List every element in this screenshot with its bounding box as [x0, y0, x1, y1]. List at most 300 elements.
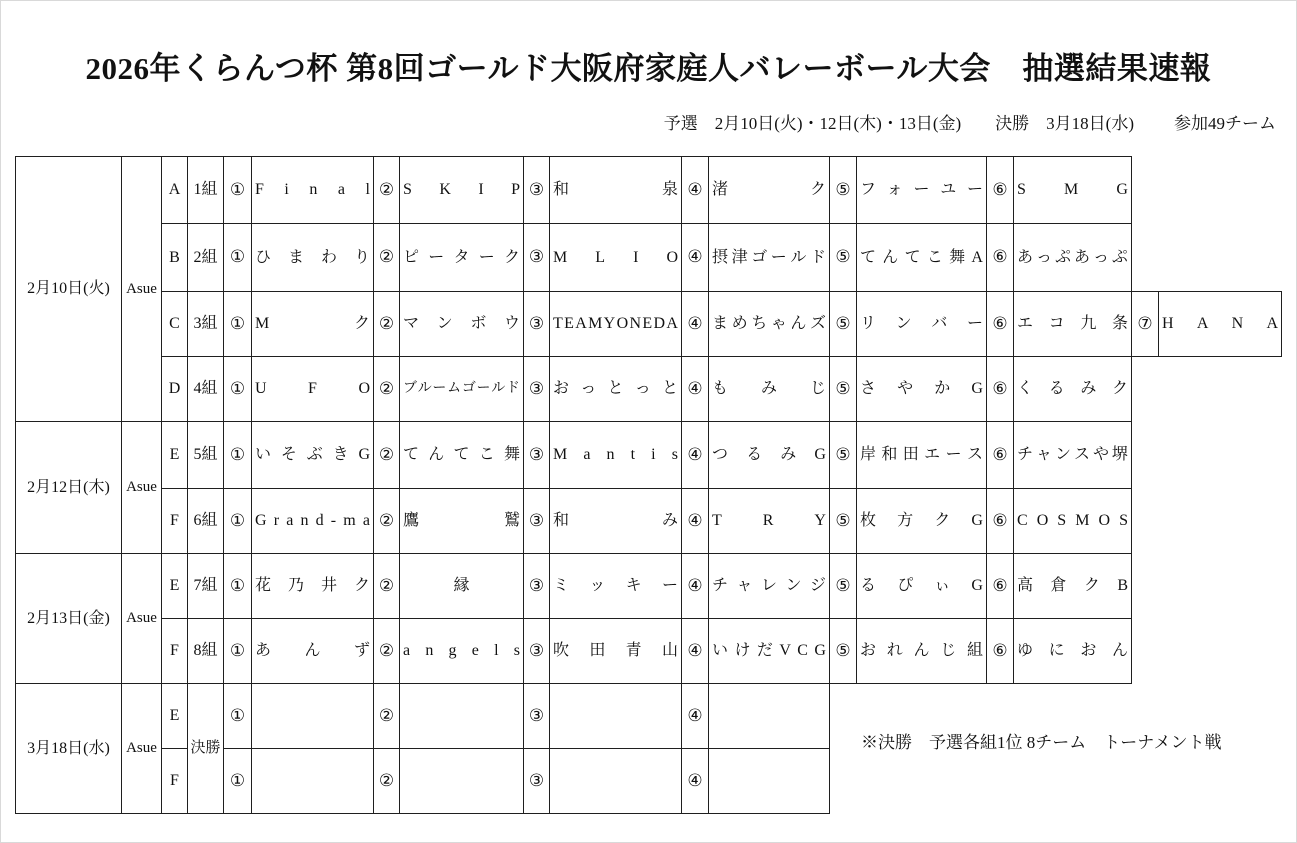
seed-number-cell: ② — [373, 156, 400, 224]
team-name-char: ピ — [403, 248, 420, 266]
finals-empty-cell — [251, 683, 374, 749]
team-name-char: G — [358, 446, 370, 463]
team-name-char: ド — [505, 381, 520, 396]
team-name-char: 九 — [1080, 315, 1097, 332]
team-name-cell — [1013, 553, 1132, 619]
group-letter-cell: F — [161, 748, 188, 814]
team-name-char: K — [439, 181, 451, 198]
team-name-char: あ — [255, 642, 272, 659]
seed-number-cell: ③ — [523, 421, 550, 489]
group-number-cell: 3組 — [187, 291, 224, 357]
seed-number-cell: ④ — [681, 553, 709, 619]
team-name-char: だ — [756, 642, 773, 659]
team-name-char: ク — [353, 315, 370, 332]
team-name-char: ク — [1111, 380, 1128, 397]
team-name-char: ル — [790, 248, 807, 266]
team-name-char: 田 — [589, 642, 606, 659]
team-name-char: チ — [1017, 446, 1034, 463]
team-name-char: 堺 — [1111, 446, 1128, 463]
team-name-char: コ — [1048, 315, 1065, 332]
team-name-char: n — [300, 512, 309, 529]
seed-number-cell: ③ — [523, 356, 550, 422]
group-letter-cell: D — [161, 356, 188, 422]
team-name-char: 岸 — [860, 446, 877, 463]
team-name-char: ま — [712, 315, 729, 332]
team-name-char: B — [1117, 577, 1128, 594]
seed-number-cell: ⑥ — [986, 156, 1014, 224]
seed-number-cell: ① — [223, 748, 252, 814]
team-name-char: 青 — [625, 642, 642, 659]
team-name-char: A — [971, 248, 983, 266]
group-number-cell: 1組 — [187, 156, 224, 224]
finals-empty-cell — [708, 748, 830, 814]
team-name-char: と — [661, 380, 678, 397]
team-name-cell — [708, 618, 830, 684]
team-name-char: ゴ — [461, 381, 476, 396]
team-name-char: S — [1119, 512, 1128, 529]
seed-number-cell: ⑥ — [986, 553, 1014, 619]
team-name-char: ム — [447, 381, 462, 396]
team-name-char: M — [1075, 512, 1090, 529]
team-name-cell — [399, 223, 524, 292]
team-name-char: O — [1036, 512, 1049, 529]
seed-number-cell: ② — [373, 683, 400, 749]
team-name-char: ズ — [809, 315, 826, 332]
seed-number-cell: ③ — [523, 748, 550, 814]
seed-number-cell: ⑤ — [829, 421, 857, 489]
team-name-char: っ — [1092, 248, 1109, 266]
team-name-char: a — [362, 512, 370, 529]
group-letter-cell: E — [161, 553, 188, 619]
team-name-char: ゴ — [751, 248, 768, 266]
team-name-char: 高 — [1017, 577, 1034, 594]
team-name-char: 縁 — [453, 577, 470, 594]
date-cell: 2月13日(金) — [15, 553, 122, 684]
team-name-char: ミ — [553, 577, 570, 594]
team-name-char: ク — [353, 577, 370, 594]
team-name-cell — [399, 421, 524, 489]
team-name-char: O — [1098, 512, 1111, 529]
team-name-char: み — [661, 512, 678, 529]
team-name-char: に — [1048, 642, 1065, 659]
seed-number-cell: ⑥ — [986, 421, 1014, 489]
venue-cell: Asue — [121, 553, 162, 684]
team-name-char: ず — [353, 642, 370, 659]
team-name-char: ー — [478, 248, 495, 266]
team-name-char: ド — [809, 248, 826, 266]
group-number-cell: 8組 — [187, 618, 224, 684]
team-name-cell — [856, 356, 987, 422]
team-name-cell — [251, 291, 374, 357]
team-name-char: s — [671, 446, 678, 463]
team-name-char: ン — [785, 577, 802, 594]
seed-number-cell: ③ — [523, 618, 550, 684]
team-name-char: チ — [712, 577, 729, 594]
team-name-char: 井 — [320, 577, 337, 594]
team-name-char: 方 — [897, 512, 914, 529]
team-name-char: S — [403, 181, 412, 198]
group-letter-cell: A — [161, 156, 188, 224]
team-name-char: エ — [924, 446, 941, 463]
seed-number-cell: ② — [373, 421, 400, 489]
seed-number-cell: ⑥ — [986, 618, 1014, 684]
seed-number-cell: ① — [223, 553, 252, 619]
group-letter-cell: E — [161, 421, 188, 489]
seed-number-cell: ③ — [523, 683, 550, 749]
team-name-cell — [708, 553, 830, 619]
team-name-char: じ — [940, 642, 957, 659]
finals-empty-cell — [549, 683, 682, 749]
team-name-char: ん — [913, 642, 930, 659]
seed-number-cell: ② — [373, 488, 400, 554]
team-name-char: S — [1017, 181, 1026, 198]
finals-empty-cell — [549, 748, 682, 814]
seed-number-cell: ① — [223, 421, 252, 489]
seed-number-cell: ② — [373, 618, 400, 684]
team-name-char: ぷ — [1111, 248, 1128, 266]
team-name-char: お — [860, 642, 877, 659]
team-name-char: A — [1266, 315, 1278, 332]
team-name-char: G — [971, 380, 983, 397]
team-name-char: O — [616, 315, 629, 332]
seed-number-cell: ⑤ — [829, 553, 857, 619]
team-name-char: r — [273, 512, 280, 529]
seed-number-cell: ① — [223, 618, 252, 684]
team-name-char: っ — [634, 380, 651, 397]
team-name-char: ユ — [940, 181, 957, 198]
seed-number-cell: ③ — [523, 488, 550, 554]
team-name-char: a — [337, 181, 346, 198]
group-number-cell: 4組 — [187, 356, 224, 422]
team-name-char: I — [478, 181, 484, 198]
team-name-char: ぃ — [934, 577, 951, 594]
team-name-char: 舞 — [503, 446, 520, 463]
team-name-char: バ — [931, 315, 948, 332]
team-name-cell — [1013, 156, 1132, 224]
team-name-char: a — [583, 446, 591, 463]
team-name-char: T — [712, 512, 722, 529]
team-name-char: I — [633, 248, 639, 266]
seed-number-cell: ⑤ — [829, 156, 857, 224]
team-name-char: E — [564, 315, 574, 332]
team-name-char: M — [255, 315, 270, 332]
team-name-char: も — [712, 380, 729, 397]
team-name-char: ち — [751, 315, 768, 332]
group-letter-cell: C — [161, 291, 188, 357]
team-name-char: G — [255, 512, 267, 529]
team-name-char: ク — [1083, 577, 1100, 594]
seed-number-cell: ⑤ — [829, 291, 857, 357]
team-name-char: れ — [886, 642, 903, 659]
venue-cell: Asue — [121, 421, 162, 554]
finals-label-cell: 決勝 — [187, 683, 224, 814]
team-name-char: g — [448, 642, 457, 659]
team-name-cell — [708, 488, 830, 554]
team-name-char: い — [255, 446, 272, 463]
team-name-char: D — [653, 315, 666, 332]
team-name-char: 摂 — [712, 248, 729, 266]
seed-number-cell: ② — [373, 291, 400, 357]
team-name-char: か — [934, 380, 951, 397]
team-name-cell — [399, 291, 524, 357]
seed-number-cell: ② — [373, 356, 400, 422]
team-name-char: み — [760, 380, 777, 397]
team-name-cell — [251, 356, 374, 422]
seed-number-cell: ① — [223, 156, 252, 224]
group-number-cell: 5組 — [187, 421, 224, 489]
team-name-char: 田 — [902, 446, 919, 463]
team-name-cell — [1013, 488, 1132, 554]
team-name-char: ス — [966, 446, 983, 463]
team-name-char: お — [553, 380, 570, 397]
seed-number-cell: ④ — [681, 748, 709, 814]
team-name-char: リ — [860, 315, 877, 332]
team-name-char: 渚 — [712, 181, 729, 198]
group-letter-cell: F — [161, 488, 188, 554]
team-name-cell — [549, 156, 682, 224]
seed-number-cell: ③ — [523, 223, 550, 292]
team-name-char: l — [365, 181, 370, 198]
finals-empty-cell — [708, 683, 830, 749]
team-name-char: ル — [491, 381, 506, 396]
seed-number-cell: ③ — [523, 156, 550, 224]
team-name-char: Y — [603, 315, 616, 332]
team-name-cell — [251, 553, 374, 619]
team-name-cell — [549, 291, 682, 357]
team-name-char: M — [588, 315, 603, 332]
team-name-char: ャ — [1035, 446, 1052, 463]
page-title: 2026年くらんつ杯 第8回ゴールド大阪府家庭人バレーボール大会 抽選結果速報 — [85, 51, 1212, 86]
team-name-char: s — [513, 642, 520, 659]
team-name-char: M — [553, 446, 568, 463]
team-name-char: タ — [453, 248, 470, 266]
seed-number-cell: ④ — [681, 356, 709, 422]
group-letter-cell: F — [161, 618, 188, 684]
finals-empty-cell — [399, 683, 524, 749]
team-name-char: い — [712, 642, 729, 659]
seed-number-cell: ④ — [681, 488, 709, 554]
team-name-char: ォ — [886, 181, 903, 198]
team-name-char: る — [1048, 380, 1065, 397]
team-name-char: ゆ — [1017, 642, 1034, 659]
team-name-char: ジ — [809, 577, 826, 594]
team-name-cell — [549, 553, 682, 619]
team-name-char: ー — [661, 577, 678, 594]
team-name-cell — [708, 356, 830, 422]
team-name-char: ー — [770, 248, 787, 266]
team-name-cell — [549, 488, 682, 554]
finals-empty-cell — [251, 748, 374, 814]
seed-number-cell: ④ — [681, 291, 709, 357]
team-name-cell — [251, 421, 374, 489]
seed-number-cell: ② — [373, 553, 400, 619]
seed-number-cell: ⑥ — [986, 488, 1014, 554]
team-name-char: や — [897, 380, 914, 397]
seed-number-cell: ⑤ — [829, 618, 857, 684]
team-name-char: 吹 — [553, 642, 570, 659]
team-name-char: 花 — [255, 577, 272, 594]
team-name-char: F — [308, 380, 317, 397]
team-name-char: ん — [882, 248, 899, 266]
seed-number-cell: ① — [223, 488, 252, 554]
team-name-char: P — [511, 181, 520, 198]
seed-number-cell: ③ — [523, 291, 550, 357]
team-name-char: ん — [1111, 642, 1128, 659]
team-name-char: A — [1196, 315, 1209, 332]
team-name-char: ー — [476, 381, 491, 396]
team-name-char: て — [860, 248, 877, 266]
team-name-char: り — [353, 248, 370, 266]
team-name-char: ス — [1073, 446, 1090, 463]
team-name-cell — [856, 156, 987, 224]
team-name-cell — [549, 223, 682, 292]
team-name-char: O — [666, 248, 678, 266]
team-name-char: A — [575, 315, 587, 332]
team-name-char: て — [904, 248, 921, 266]
team-name-cell — [856, 223, 987, 292]
team-name-char: さ — [860, 380, 877, 397]
team-name-cell — [1158, 291, 1282, 357]
team-name-char: 和 — [553, 512, 570, 529]
team-name-char: る — [860, 577, 877, 594]
team-name-char: t — [630, 446, 636, 463]
team-name-cell — [856, 291, 987, 357]
team-name-char: i — [651, 446, 656, 463]
team-name-cell — [399, 356, 524, 422]
team-name-char: ま — [287, 248, 304, 266]
team-name-cell — [708, 291, 830, 357]
seed-number-cell: ⑤ — [829, 356, 857, 422]
team-name-char: ひ — [255, 248, 272, 266]
team-name-char: M — [553, 248, 568, 266]
team-name-char: あ — [1073, 248, 1090, 266]
seed-number-cell: ⑦ — [1131, 291, 1159, 357]
team-name-char: ャ — [736, 577, 753, 594]
team-name-char: マ — [403, 315, 420, 332]
group-number-cell: 6組 — [187, 488, 224, 554]
team-name-char: お — [1080, 642, 1097, 659]
team-name-char: る — [746, 446, 763, 463]
team-name-char: N — [1231, 315, 1244, 332]
team-name-char: ウ — [503, 315, 520, 332]
team-name-char: A — [666, 315, 678, 332]
team-name-cell — [251, 618, 374, 684]
team-name-char: E — [642, 315, 653, 332]
team-name-char: ー — [966, 181, 983, 198]
team-name-char: R — [762, 512, 774, 529]
team-name-char: っ — [1035, 248, 1052, 266]
team-name-char: じ — [809, 380, 826, 397]
team-name-cell — [1013, 618, 1132, 684]
team-name-char: ル — [417, 381, 432, 396]
team-name-char: ぷ — [1054, 248, 1071, 266]
team-name-char: T — [553, 315, 563, 332]
team-name-char: ー — [966, 315, 983, 332]
team-name-char: H — [1162, 315, 1174, 332]
team-name-cell — [399, 488, 524, 554]
team-name-char: わ — [320, 248, 337, 266]
team-name-char: ク — [503, 248, 520, 266]
team-name-char: 舞 — [949, 248, 966, 266]
team-name-char: ぴ — [897, 577, 914, 594]
team-name-char: ン — [436, 315, 453, 332]
team-name-cell — [856, 421, 987, 489]
team-name-char: ブ — [403, 381, 417, 396]
team-name-char: こ — [478, 446, 495, 463]
team-name-char: e — [471, 642, 479, 659]
seed-number-cell: ④ — [681, 618, 709, 684]
team-name-char: 山 — [661, 642, 678, 659]
seed-number-cell: ④ — [681, 421, 709, 489]
team-name-char: ボ — [470, 315, 487, 332]
seed-number-cell: ⑥ — [986, 291, 1014, 357]
team-name-char: 条 — [1111, 315, 1128, 332]
team-name-char: ゃ — [770, 315, 787, 332]
team-name-char: C — [1017, 512, 1028, 529]
team-name-char: ク — [934, 512, 951, 529]
team-name-char: 倉 — [1050, 577, 1067, 594]
team-name-char: つ — [712, 446, 729, 463]
seed-number-cell: ④ — [681, 683, 709, 749]
team-name-char: キ — [625, 577, 642, 594]
team-name-char: 津 — [731, 248, 748, 266]
team-name-char: あ — [1017, 248, 1034, 266]
team-name-cell — [708, 156, 830, 224]
seed-number-cell: ⑥ — [986, 356, 1014, 422]
team-name-char: み — [780, 446, 797, 463]
team-name-char: ん — [790, 315, 807, 332]
team-name-char: 組 — [966, 642, 983, 659]
team-name-char: F — [255, 181, 264, 198]
participants-count: 参加49チーム — [1174, 114, 1276, 133]
team-name-char: ぶ — [306, 446, 323, 463]
team-name-char: C — [797, 642, 808, 659]
team-name-char: 鷲 — [503, 512, 520, 529]
seed-number-cell: ⑤ — [829, 223, 857, 292]
team-name-char: G — [1116, 181, 1128, 198]
seed-number-cell: ② — [373, 748, 400, 814]
finals-empty-cell — [399, 748, 524, 814]
seed-number-cell: ① — [223, 223, 252, 292]
team-name-char: l — [494, 642, 499, 659]
team-name-char: G — [814, 642, 826, 659]
seed-number-cell: ④ — [681, 156, 709, 224]
team-name-char: O — [358, 380, 370, 397]
seed-number-cell: ① — [223, 291, 252, 357]
team-name-char: ん — [428, 446, 445, 463]
team-name-cell — [251, 156, 374, 224]
team-name-char: Y — [814, 512, 826, 529]
team-name-cell — [399, 156, 524, 224]
team-name-cell — [708, 421, 830, 489]
seed-number-cell: ① — [223, 356, 252, 422]
team-name-cell — [251, 488, 374, 554]
group-letter-cell: E — [161, 683, 188, 749]
team-name-char: く — [1017, 380, 1034, 397]
team-name-char: き — [332, 446, 349, 463]
team-name-char: a — [403, 642, 411, 659]
team-name-char: 和 — [881, 446, 898, 463]
group-letter-cell: B — [161, 223, 188, 292]
team-name-char: ン — [1054, 446, 1071, 463]
seed-number-cell: ③ — [523, 553, 550, 619]
seed-number-cell: ⑤ — [829, 488, 857, 554]
team-name-char: ん — [304, 642, 321, 659]
team-name-char: m — [343, 512, 356, 529]
team-name-char: d — [315, 512, 324, 529]
team-name-char: 鷹 — [403, 512, 420, 529]
team-name-char: N — [629, 315, 642, 332]
